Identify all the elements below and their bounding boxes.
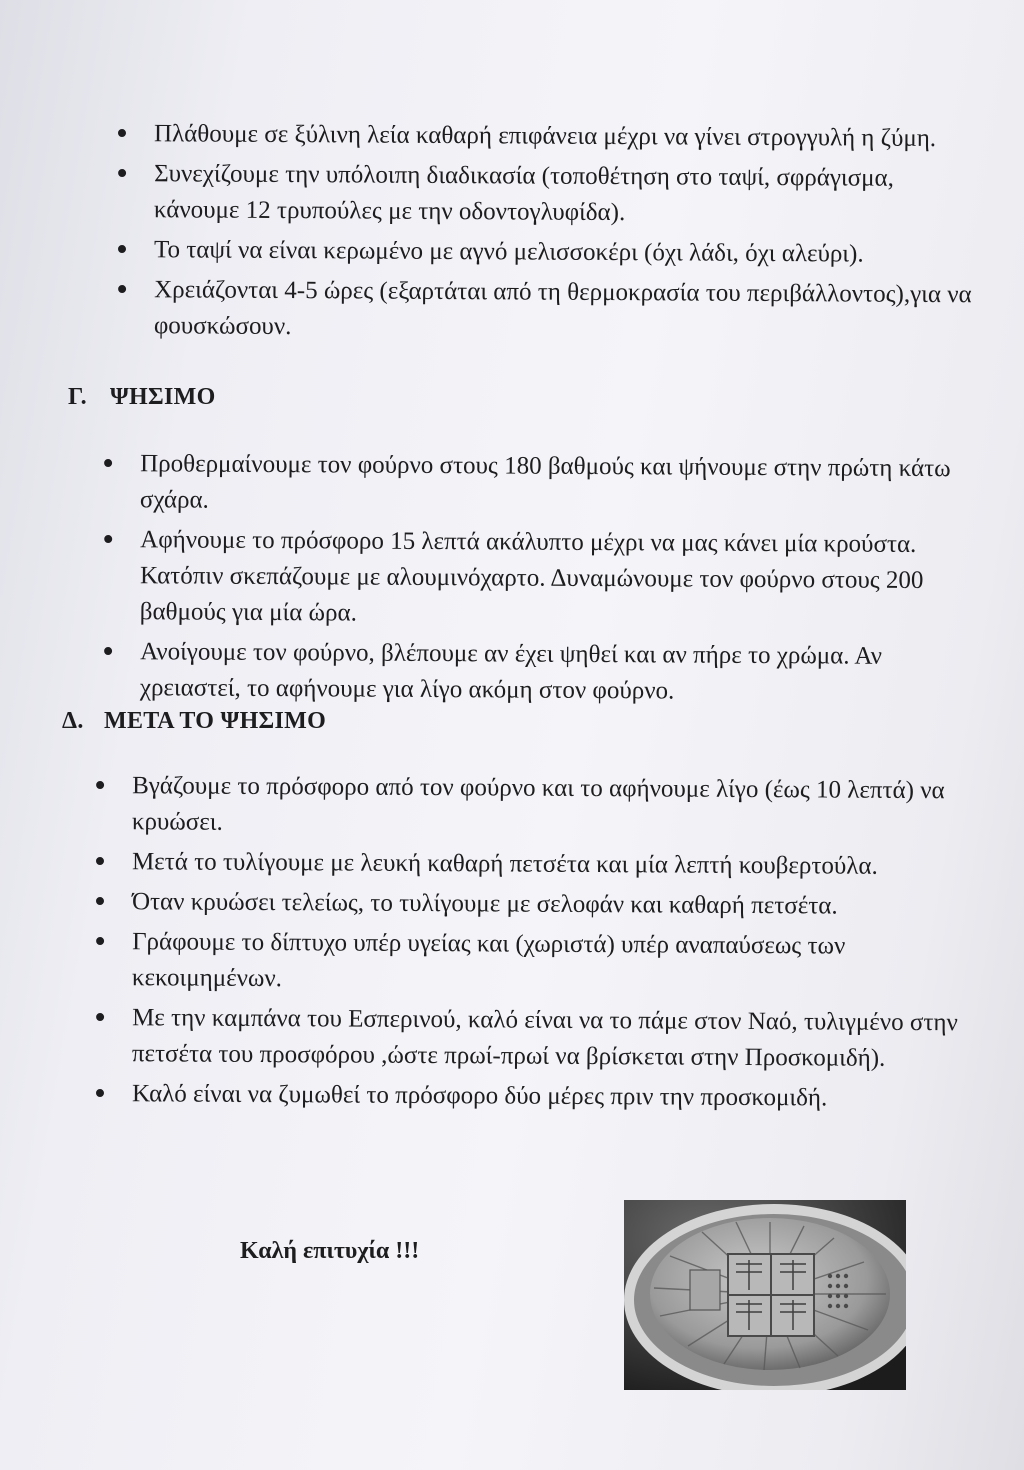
list-item: Μετά το τυλίγουμε με λευκή καθαρή πετσέτα και μία λεπτή κουβερτούλα. [96, 844, 976, 885]
list-item: Συνεχίζουμε την υπόλοιπη διαδικασία (τοποθέτηση στο ταψί, σφράγισμα, κάνουμε 12 τρυπούλες με την οδοντογλυφίδα). [118, 156, 978, 233]
section-c-heading: Γ. ΨΗΣΙΜΟ [68, 384, 216, 410]
closing-wish: Καλή επιτυχία !!! [240, 1238, 420, 1264]
section-b-list [118, 116, 978, 348]
bullet-icon [96, 1089, 104, 1097]
list-item: Προθερμαίνουμε τον φούρνο στους 180 βαθμούς και ψήνουμε στην πρώτη κάτω σχάρα. [104, 446, 974, 523]
bullet-icon [118, 169, 126, 177]
list-item: Με την καμπάνα του Εσπερινού, καλό είναι να το πάμε στον Ναό, τυλιγμένο στην πετσέτα του προσφόρου ,ώστε πρωί-πρωί να βρίσκεται στην Προσκομιδή). [96, 1000, 976, 1077]
bullet-icon [96, 781, 104, 789]
list-item: Γράφουμε το δίπτυχο υπέρ υγείας και (χωριστά) υπέρ αναπαύσεως των κεκοιμημένων. [96, 924, 976, 1001]
prosforo-bread-image [624, 1200, 906, 1390]
bullet-icon [118, 285, 126, 293]
list-item: Καλό είναι να ζυμωθεί το πρόσφορο δύο μέρες πριν την προσκομιδή. [96, 1076, 976, 1117]
bullet-icon [104, 647, 112, 655]
list-item: Όταν κρυώσει τελείως, το τυλίγουμε με σελοφάν και καθαρή πετσέτα. [96, 884, 976, 925]
bullet-icon [96, 937, 104, 945]
bullet-icon [96, 857, 104, 865]
bullet-icon [104, 459, 112, 467]
list-item: Πλάθουμε σε ξύλινη λεία καθαρή επιφάνεια μέχρι να γίνει στρογγυλή η ζύμη. [118, 116, 978, 157]
list-item: Ανοίγουμε τον φούρνο, βλέπουμε αν έχει ψηθεί και αν πήρε το χρώμα. Αν χρειαστεί, το αφήνουμε για λίγο ακόμη στον φούρνο. [104, 634, 974, 711]
prosforo-photo [624, 1200, 906, 1390]
bullet-icon [96, 1013, 104, 1021]
list-item: Βγάζουμε το πρόσφορο από τον φούρνο και το αφήνουμε λίγο (έως 10 λεπτά) να κρυώσει. [96, 768, 976, 845]
bullet-icon [96, 897, 104, 905]
section-d-heading: Δ. ΜΕΤΑ ΤΟ ΨΗΣΙΜΟ [62, 708, 327, 734]
section-c-list [104, 446, 974, 710]
list-item: Αφήνουμε το πρόσφορο 15 λεπτά ακάλυπτο μέχρι να μας κάνει μία κρούστα. Κατόπιν σκεπάζουμε με αλουμινόχαρτο. Δυναμώνουμε τον φούρνο στους 200 βαθμούς για μία ώρα. [104, 522, 975, 635]
list-item: Το ταψί να είναι κερωμένο με αγνό μελισσοκέρι (όχι λάδι, όχι αλεύρι). [118, 232, 978, 273]
bullet-icon [118, 129, 126, 137]
section-d-list [96, 768, 976, 1116]
bullet-icon [118, 245, 126, 253]
bullet-icon [104, 535, 112, 543]
list-item: Χρειάζονται 4-5 ώρες (εξαρτάται από τη θερμοκρασία του περιβάλλοντος),για να φουσκώσουν. [118, 272, 978, 349]
